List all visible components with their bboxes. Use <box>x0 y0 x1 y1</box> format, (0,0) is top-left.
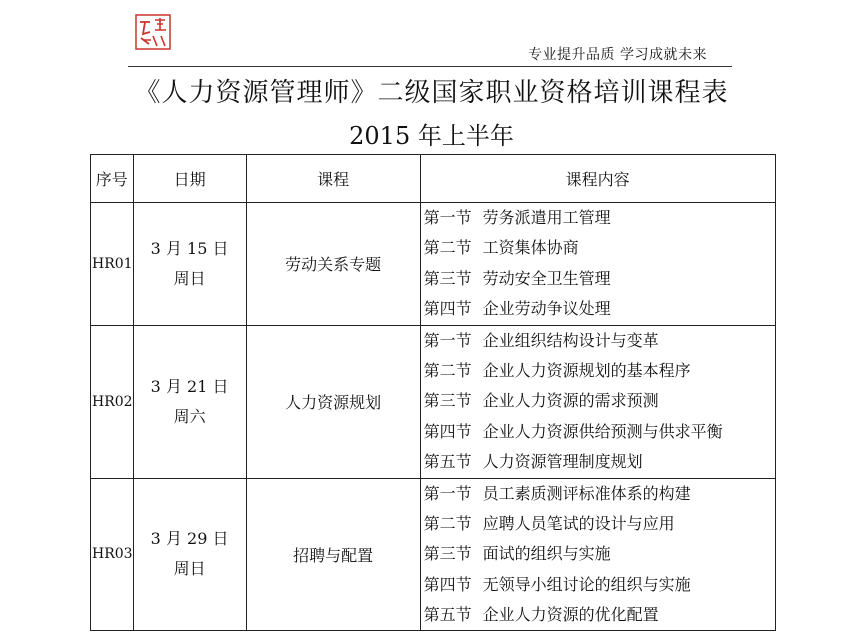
section-title: 工资集体协商 <box>482 238 579 258</box>
section-title: 应聘人员笔试的设计与应用 <box>482 513 675 533</box>
column-header-course: 课程 <box>246 155 420 203</box>
row-weekday: 周日 <box>173 268 206 288</box>
section-title: 企业人力资源的需求预测 <box>482 391 659 411</box>
section-item <box>424 326 775 356</box>
section-number: 第二节 <box>423 513 472 533</box>
row-date: 3 月 15 日 <box>150 238 229 258</box>
row-course: 劳动关系专题 <box>246 203 420 326</box>
row-date: 3 月 29 日 <box>150 529 229 549</box>
row-weekday: 周六 <box>173 406 206 426</box>
header-divider <box>128 66 732 67</box>
section-item <box>424 417 775 447</box>
section-title: 企业劳动争议处理 <box>482 299 611 319</box>
section-number: 第三节 <box>423 391 472 411</box>
section-title: 无领导小组讨论的组织与实施 <box>482 574 691 594</box>
table-row <box>91 478 776 631</box>
section-number: 第三节 <box>423 544 472 564</box>
section-number: 第三节 <box>423 268 472 288</box>
row-course: 招聘与配置 <box>246 478 420 631</box>
row-weekday: 周日 <box>173 559 206 579</box>
row-content <box>420 325 775 478</box>
section-item <box>424 264 775 294</box>
section-number: 第一节 <box>423 208 472 227</box>
section-item <box>424 539 775 569</box>
slogan: 专业提升品质 学习成就未来 <box>528 47 707 63</box>
section-number: 第二节 <box>423 360 472 380</box>
section-title: 员工素质测评标准体系的构建 <box>482 483 691 503</box>
section-title: 企业人力资源规划的基本程序 <box>482 360 691 380</box>
column-header-content: 课程内容 <box>420 155 775 203</box>
section-item <box>424 447 775 477</box>
section-title: 面试的组织与实施 <box>482 544 611 564</box>
section-number: 第四节 <box>423 299 472 319</box>
section-number: 第四节 <box>423 421 472 441</box>
section-number: 第四节 <box>423 574 472 594</box>
section-number: 第二节 <box>423 238 472 258</box>
section-item <box>424 570 775 600</box>
document-title: 《人力资源管理师》二级国家职业资格培训课程表 <box>134 78 729 108</box>
column-header-number: 序号 <box>91 155 134 203</box>
section-number: 第五节 <box>423 605 472 625</box>
document-subtitle: 2015 年上半年 <box>349 122 514 150</box>
row-number: HR01 <box>91 203 134 326</box>
section-item <box>424 294 775 324</box>
section-title: 人力资源管理制度规划 <box>482 452 643 472</box>
section-title: 企业组织结构设计与变革 <box>482 330 659 350</box>
row-content <box>420 478 775 631</box>
column-header-date: 日期 <box>133 155 246 203</box>
section-title: 劳务派遣用工管理 <box>482 208 611 227</box>
section-item <box>424 386 775 416</box>
row-date: 3 月 21 日 <box>150 376 229 396</box>
section-item <box>424 203 775 233</box>
row-date-cell <box>133 203 246 326</box>
section-number: 第五节 <box>423 452 472 472</box>
table-header-row <box>91 155 776 203</box>
section-item <box>424 233 775 263</box>
course-schedule-table <box>90 154 776 631</box>
section-number: 第一节 <box>423 330 472 350</box>
section-title: 企业人力资源的优化配置 <box>482 605 659 625</box>
section-number: 第一节 <box>423 483 472 503</box>
row-content <box>420 203 775 326</box>
section-title: 企业人力资源供给预测与供求平衡 <box>482 421 723 441</box>
table-row <box>91 203 776 326</box>
section-title: 劳动安全卫生管理 <box>482 268 611 288</box>
row-number: HR02 <box>91 325 134 478</box>
company-logo <box>135 14 171 50</box>
row-number: HR03 <box>91 478 134 631</box>
row-date-cell <box>133 478 246 631</box>
row-date-cell <box>133 325 246 478</box>
row-course: 人力资源规划 <box>246 325 420 478</box>
section-item <box>424 479 775 509</box>
section-item <box>424 356 775 386</box>
section-item <box>424 600 775 630</box>
section-item <box>424 509 775 539</box>
table-row <box>91 325 776 478</box>
